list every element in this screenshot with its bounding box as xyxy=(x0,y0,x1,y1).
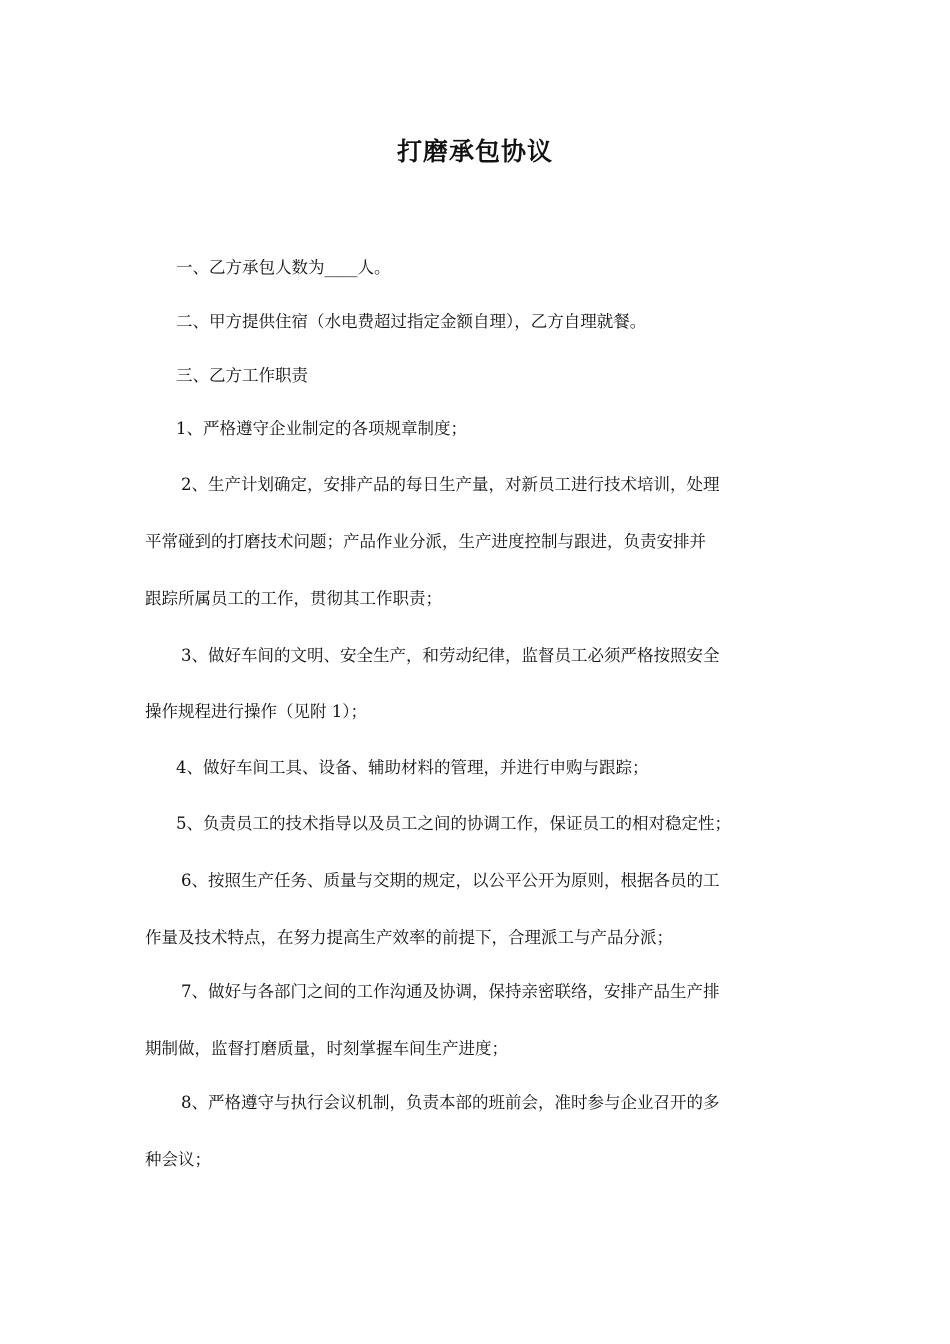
duty-5: 5、负责员工的技术指导以及员工之间的协调工作，保证员工的相对稳定性； xyxy=(176,814,731,833)
duty-8-line-1: 8、严格遵守与执行会议机制，负责本部的班前会，准时参与企业召开的多 xyxy=(181,1093,720,1112)
clause-1: 一、乙方承包人数为____人。 xyxy=(176,258,391,277)
duty-6-line-1: 6、按照生产任务、质量与交期的规定，以公平公开为原则，根据各员的工 xyxy=(181,871,720,890)
duty-1: 1、严格遵守企业制定的各项规章制度； xyxy=(176,419,467,438)
duty-7-line-1: 7、做好与各部门之间的工作沟通及协调，保持亲密联络，安排产品生产排 xyxy=(181,982,720,1001)
duty-6-line-2: 作量及技术特点，在努力提高生产效率的前提下，合理派工与产品分派； xyxy=(145,928,673,947)
clause-3-heading: 三、乙方工作职责 xyxy=(176,366,308,385)
duty-7-line-2: 期制做，监督打磨质量，时刻掌握车间生产进度； xyxy=(145,1039,508,1058)
duty-2-line-1: 2、生产计划确定，安排产品的每日生产量，对新员工进行技术培训，处理 xyxy=(181,475,720,494)
duty-3-line-1: 3、做好车间的文明、安全生产，和劳动纪律，监督员工必须严格按照安全 xyxy=(181,646,720,665)
document-title: 打磨承包协议 xyxy=(396,137,553,166)
clause-2: 二、甲方提供住宿（水电费超过指定金额自理），乙方自理就餐。 xyxy=(176,312,647,331)
duty-3-line-2: 操作规程进行操作（见附 1）； xyxy=(145,702,367,721)
duty-2-line-3: 跟踪所属员工的工作，贯彻其工作职责； xyxy=(145,589,442,608)
duty-8-line-2: 种会议； xyxy=(145,1150,211,1169)
duty-4: 4、做好车间工具、设备、辅助材料的管理，并进行申购与跟踪； xyxy=(176,758,649,777)
duty-2-line-2: 平常碰到的打磨技术问题；产品作业分派，生产进度控制与跟进，负责安排并 xyxy=(145,532,706,551)
